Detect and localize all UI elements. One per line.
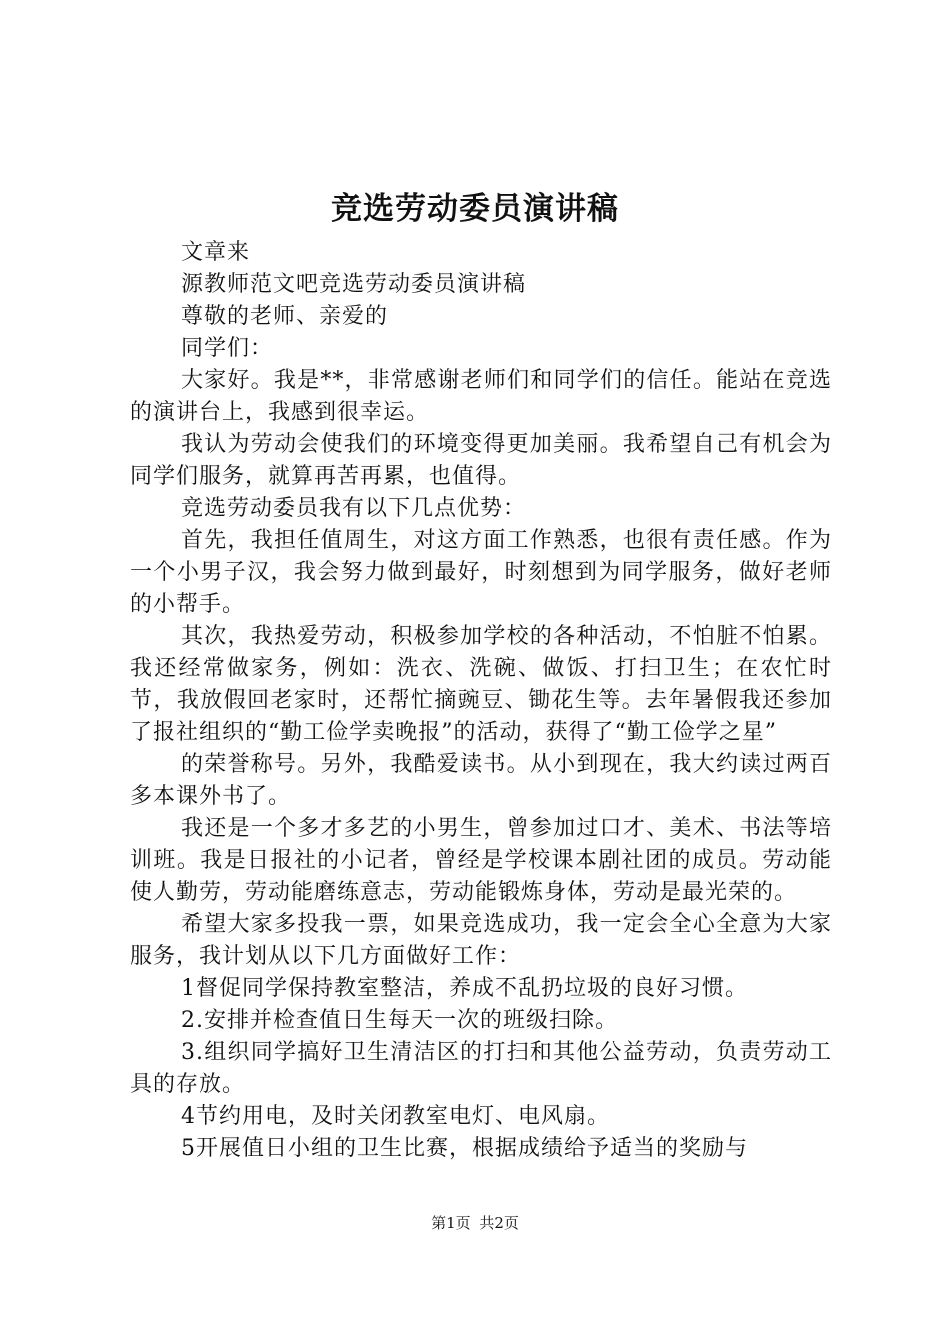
paragraph: 同学们： <box>181 336 274 361</box>
paragraph: 3.组织同学搞好卫生清洁区的打扫和其他公益劳动，负责劳动工具的存放。 <box>130 1040 832 1097</box>
paragraph: 1督促同学保持教室整洁，养成不乱扔垃圾的良好习惯。 <box>181 976 748 1001</box>
paragraph: 竞选劳动委员我有以下几点优势： <box>181 496 527 521</box>
page-number: 第1页 <box>431 1214 471 1232</box>
paragraph: 源教师范文吧竞选劳动委员演讲稿 <box>181 272 527 297</box>
paragraph: 我认为劳动会使我们的环境变得更加美丽。我希望自己有机会为同学们服务，就算再苦再累，也值得。 <box>130 432 832 489</box>
paragraph: 文章来 <box>181 240 251 265</box>
page-footer <box>0 1212 950 1234</box>
paragraph: 2.安排并检查值日生每天一次的班级扫除。 <box>181 1008 618 1033</box>
document-body <box>130 237 832 1165</box>
paragraph: 尊敬的老师、亲爱的 <box>181 304 389 329</box>
paragraph: 5开展值日小组的卫生比赛，根据成绩给予适当的奖励与 <box>181 1136 748 1161</box>
paragraph: 希望大家多投我一票，如果竞选成功，我一定会全心全意为大家服务，我计划从以下几方面做好工作： <box>130 912 832 969</box>
paragraph: 4节约用电，及时关闭教室电灯、电风扇。 <box>181 1104 610 1129</box>
paragraph: 的荣誉称号。另外，我酷爱读书。从小到现在，我大约读过两百多本课外书了。 <box>130 752 832 809</box>
paragraph: 大家好。我是**，非常感谢老师们和同学们的信任。能站在竞选的演讲台上，我感到很幸运。 <box>130 368 832 425</box>
paragraph: 我还是一个多才多艺的小男生，曾参加过口才、美术、书法等培训班。我是日报社的小记者，曾经是学校课本剧社团的成员。劳动能使人勤劳，劳动能磨练意志，劳动能锻炼身体，劳动是最光荣的。 <box>130 816 832 905</box>
page-total: 共2页 <box>479 1214 519 1232</box>
paragraph: 首先，我担任值周生，对这方面工作熟悉，也很有责任感。作为一个小男子汉，我会努力做到最好，时刻想到为同学服务，做好老师的小帮手。 <box>130 528 832 617</box>
document-title: 竞选劳动委员演讲稿 <box>331 191 619 227</box>
paragraph: 其次，我热爱劳动，积极参加学校的各种活动，不怕脏不怕累。我还经常做家务，例如：洗衣、洗碗、做饭、打扫卫生；在农忙时节，我放假回老家时，还帮忙摘豌豆、锄花生等。去年暑假我还参加了报社组织的“勤工俭学卖晚报”的活动，获得了“勤工俭学之星” <box>130 624 832 745</box>
